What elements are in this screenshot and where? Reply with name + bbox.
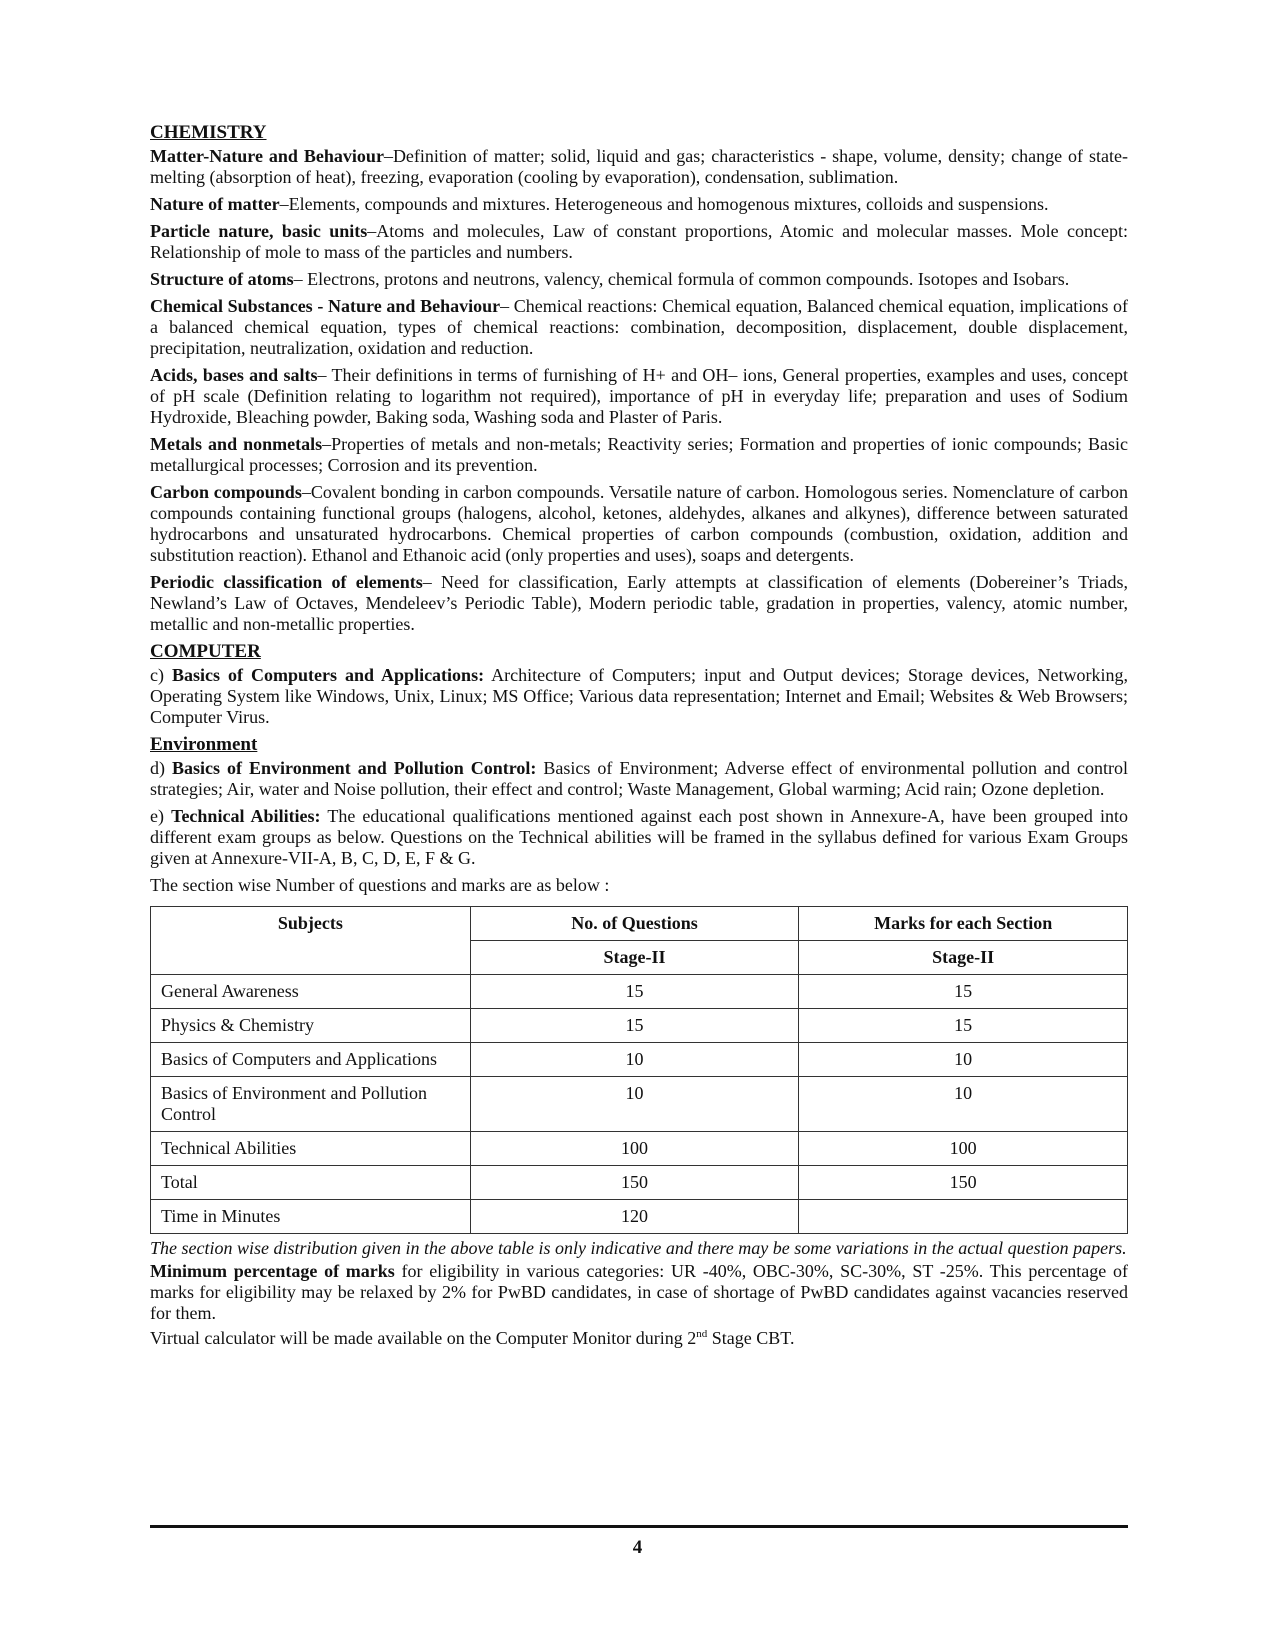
table-intro: The section wise Number of questions and marks are as below : (150, 875, 610, 895)
chemistry-heading: CHEMISTRY (150, 122, 267, 143)
calc-text-end: Stage CBT. (707, 1328, 795, 1348)
cell-questions: 10 (470, 1077, 799, 1132)
cell-marks: 10 (799, 1043, 1128, 1077)
cell-questions: 150 (470, 1166, 799, 1200)
topic-text: –Properties of metals and non-metals; Reactivity series; Formation and properties of ionic compounds; Basic metallurgical processes; Corrosion and its prevention. (150, 434, 1128, 475)
topic-text: –Definition of matter; solid, liquid and gas; characteristics - shape, volume, density; change of state-melting (absorption of heat), freezing, evaporation (cooling by evaporation), condensation, sublimation. (150, 146, 1129, 187)
chemistry-topic (150, 221, 1128, 263)
chemistry-topics (150, 146, 1128, 635)
subheader-marks-stage: Stage-II (799, 941, 1128, 975)
table-row (151, 1009, 1128, 1043)
topic-text: Architecture of Computers; input and Output devices; Storage devices, Networking, Operating System like Windows, Unix, Linux; MS Office; Various data representation; Internet and Email; Websites & Web Browsers; Computer Virus. (150, 665, 1129, 727)
cell-marks: 100 (799, 1132, 1128, 1166)
cell-subject: Total (151, 1166, 471, 1200)
document-page (150, 122, 1128, 1355)
cell-subject: Time in Minutes (151, 1200, 471, 1234)
cell-marks (799, 1200, 1128, 1234)
table-row (151, 1043, 1128, 1077)
chemistry-topic (150, 296, 1128, 359)
header-questions: No. of Questions (470, 907, 799, 941)
table-row (151, 1200, 1128, 1234)
table-row (151, 1077, 1128, 1132)
marks-table (150, 906, 1128, 1234)
item-prefix: e) (150, 806, 172, 826)
topic-title: Carbon compounds (150, 482, 302, 502)
chemistry-topic (150, 482, 1128, 566)
cell-marks: 15 (799, 1009, 1128, 1043)
topic-text: – Their definitions in terms of furnishing of H+ and OH– ions, General properties, examples and uses, concept of pH scale (Definition relating to logarithm not required), importance of pH in everyday life; preparation and uses of Sodium Hydroxide, Bleaching powder, Baking soda, Washing soda and Plaster of Paris. (150, 365, 1128, 427)
cell-subject: Basics of Environment and Pollution Control (151, 1077, 471, 1132)
subheader-questions-stage: Stage-II (470, 941, 799, 975)
topic-text: –Elements, compounds and mixtures. Heterogeneous and homogenous mixtures, colloids and suspensions. (279, 194, 1049, 214)
topic-title: Nature of matter (150, 194, 280, 214)
topic-text: – Chemical reactions: Chemical equation, Balanced chemical equation, implications of a balanced chemical equation, types of chemical reactions: combination, decomposition, displacement, double displacement, precipitation, neutralization, oxidation and reduction. (150, 296, 1128, 358)
chemistry-topic (150, 269, 1128, 290)
topic-text: Basics of Environment; Adverse effect of environmental pollution and control strategies; Air, water and Noise pollution, their effect and control; Waste Management, Global warming; Acid rain; Ozone depletion. (150, 758, 1128, 799)
topic-title: Technical Abilities: (171, 806, 321, 826)
topic-text: The educational qualifications mentioned against each post shown in Annexure-A, have been grouped into different exam groups as below. Questions on the Technical abilities will be framed in the syllabus defined for various Exam Groups given at Annexure-VII-A, B, C, D, E, F & G. (150, 806, 1129, 868)
topic-text: –Atoms and molecules, Law of constant proportions, Atomic and molecular masses. Mole concept: Relationship of mole to mass of the particles and numbers. (150, 221, 1129, 262)
chemistry-topic (150, 146, 1128, 188)
item-prefix: c) (150, 665, 172, 685)
computer-topic (150, 665, 1128, 728)
calc-text: Virtual calculator will be made available on the Computer Monitor during 2 (150, 1328, 697, 1348)
cell-questions: 10 (470, 1043, 799, 1077)
cell-questions: 100 (470, 1132, 799, 1166)
footer-rule (150, 1525, 1128, 1528)
topic-title: Periodic classification of elements (150, 572, 423, 592)
chemistry-topic (150, 434, 1128, 476)
minimum-text: for eligibility in various categories: UR -40%, OBC-30%, SC-30%, ST -25%. This percentage of marks for eligibility may be relaxed by 2% for PwBD candidates, in case of shortage of PwBD candidates against vacancies reserved for them. (150, 1261, 1128, 1323)
chemistry-topic (150, 572, 1128, 635)
chemistry-topic (150, 194, 1128, 215)
topic-text: – Need for classification, Early attempts at classification of elements (Dobereiner’s Triads, Newland’s Law of Octaves, Mendeleev’s Periodic Table), Modern periodic table, gradation in properties, valency, atomic number, metallic and non-metallic properties. (150, 572, 1128, 634)
environment-heading: Environment (150, 734, 258, 755)
table-row (151, 1132, 1128, 1166)
environment-topic (150, 758, 1128, 800)
topic-title: Basics of Environment and Pollution Control: (172, 758, 537, 778)
calc-sup: nd (696, 1328, 708, 1340)
item-prefix: d) (150, 758, 172, 778)
table-header-row (151, 907, 1128, 941)
minimum-marks (150, 1261, 1128, 1324)
cell-marks: 15 (799, 975, 1128, 1009)
cell-questions: 15 (470, 975, 799, 1009)
header-marks: Marks for each Section (799, 907, 1128, 941)
page-number: 4 (632, 1537, 643, 1558)
cell-subject: General Awareness (151, 975, 471, 1009)
topic-title: Metals and nonmetals (150, 434, 323, 454)
topic-title: Acids, bases and salts (150, 365, 318, 385)
topic-title: Chemical Substances - Nature and Behaviour (150, 296, 501, 316)
topic-text: –Covalent bonding in carbon compounds. Versatile nature of carbon. Homologous series. Nomenclature of carbon compounds containing functional groups (halogens, alcohol, ketones, aldehydes, alkanes and alkynes), difference between saturated hydrocarbons and unsaturated hydrocarbons. Chemical properties of carbon compounds (combustion, oxidation, addition and substitution reaction). Ethanol and Ethanoic acid (only properties and uses), soaps and detergents. (150, 482, 1128, 565)
topic-title: Particle nature, basic units (150, 221, 368, 241)
cell-marks: 10 (799, 1077, 1128, 1132)
cell-marks: 150 (799, 1166, 1128, 1200)
topic-title: Structure of atoms (150, 269, 294, 289)
topic-title: Matter-Nature and Behaviour (150, 146, 384, 166)
table-note: The section wise distribution given in the above table is only indicative and there may be some variations in the actual question papers. (150, 1238, 1127, 1258)
cell-subject: Technical Abilities (151, 1132, 471, 1166)
table-row (151, 1166, 1128, 1200)
minimum-title: Minimum percentage of marks (150, 1261, 395, 1281)
header-subjects: Subjects (151, 907, 471, 975)
calculator-note (150, 1324, 1128, 1349)
technical-topic (150, 806, 1128, 869)
computer-heading: COMPUTER (150, 641, 261, 662)
cell-questions: 15 (470, 1009, 799, 1043)
cell-subject: Basics of Computers and Applications (151, 1043, 471, 1077)
topic-title: Basics of Computers and Applications: (172, 665, 485, 685)
cell-subject: Physics & Chemistry (151, 1009, 471, 1043)
chemistry-topic (150, 365, 1128, 428)
cell-questions: 120 (470, 1200, 799, 1234)
table-row (151, 975, 1128, 1009)
topic-text: – Electrons, protons and neutrons, valency, chemical formula of common compounds. Isotopes and Isobars. (293, 269, 1070, 289)
